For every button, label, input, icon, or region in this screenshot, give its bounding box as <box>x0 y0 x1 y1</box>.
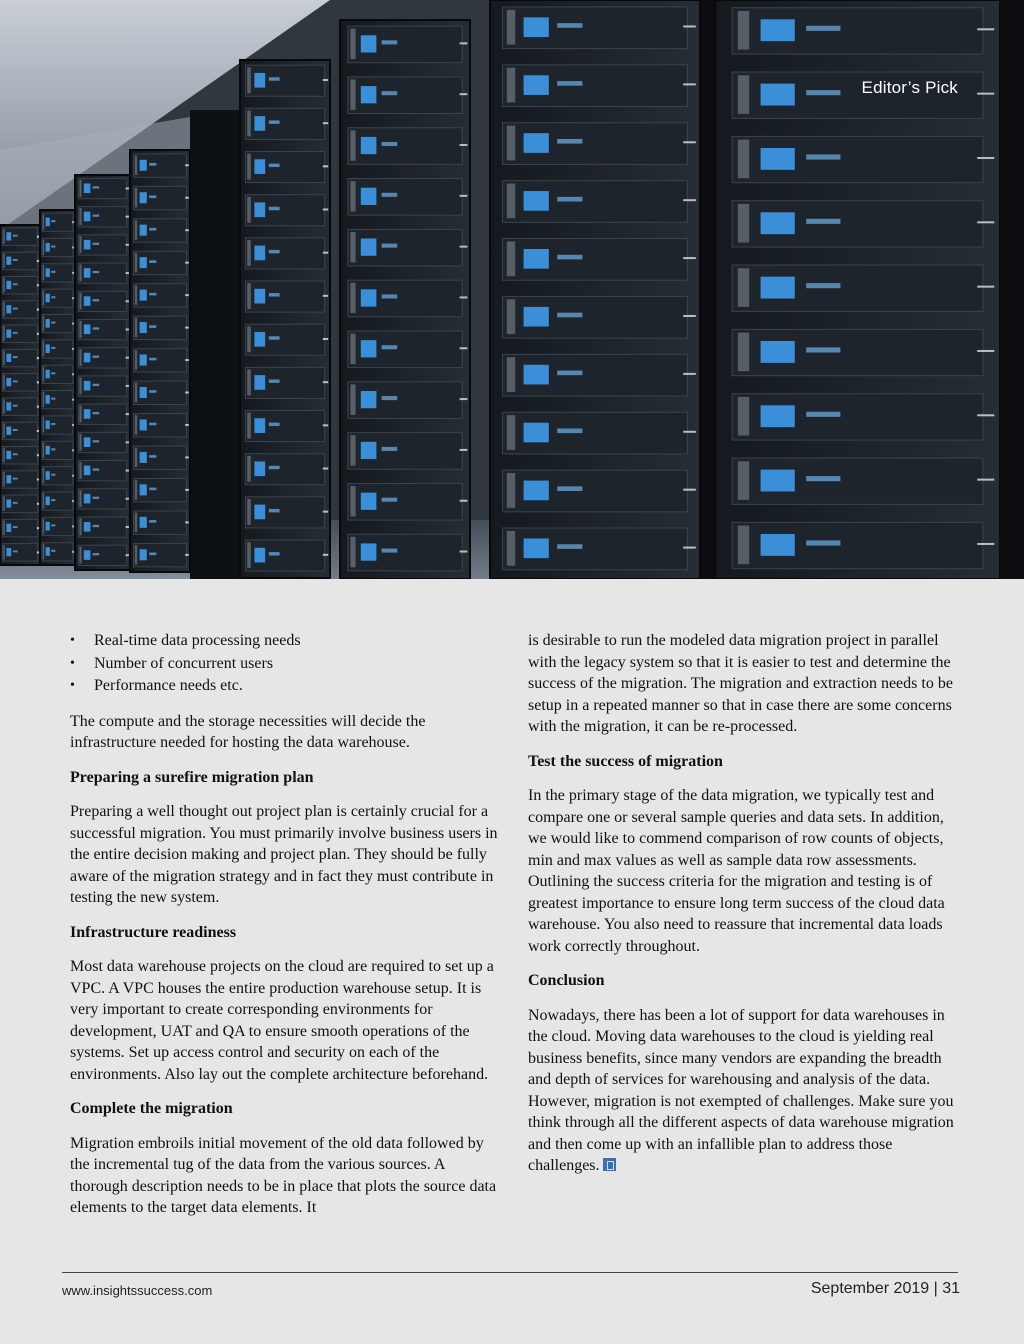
section-body: Nowadays, there has been a lot of support for data warehouses in the cloud. Moving data warehouses to the cloud is yielding real business benefits, since many vendors are expanding the breadth and depth of services for warehousing and analysis of the data. However, migration is not exempted of challenges. Make sure you think through all the different aspects of data warehouse migration and then come up with an infallible plan to address those challenges. <box>528 1006 954 1174</box>
hero-image <box>0 0 1024 579</box>
section-body: Migration embroils initial movement of the old data followed by the incremental tug of the data from the various sources. A thorough description needs to be in place that plots the source data elements to the target data elements. It <box>70 1134 497 1216</box>
footer-issue-page: September 2019 | 31 <box>810 1280 960 1297</box>
list-item: • Real-time data processing needs <box>70 630 502 653</box>
end-of-article-icon <box>603 1158 616 1171</box>
continuation-paragraph: is desirable to run the modeled data migration project in parallel with the legacy system so that it is easier to test and determine the success of the migration. The migration and extraction needs to be setup in a repeated manner so that in case there are some concerns with the migration, it can be re-processed. <box>528 632 953 735</box>
section-heading: Complete the migration <box>70 1100 233 1117</box>
section-heading: Preparing a surefire migration plan <box>70 768 314 786</box>
list-item: • Number of concurrent users <box>70 653 502 676</box>
footer-website: www.insightssuccess.com <box>62 1283 213 1298</box>
intro-paragraph: The compute and the storage necessities will decide the infrastructure needed for hosting the data warehouse. <box>70 712 426 751</box>
conclusion-paragraph <box>528 1005 960 1177</box>
section-tag: Editor’s Pick <box>861 78 958 97</box>
list-item: • Performance needs etc. <box>70 675 502 698</box>
footer-divider <box>62 1272 958 1273</box>
section-body: In the primary stage of the data migration, we typically test and compare one or several sample queries and data sets. In addition, we would like to commend comparison of row counts of objects, min and max values as well as sample data row assessments. Outlining the success criteria for the migration and testing is of greatest importance to ensure long term success of the cloud data warehouse. You also need to reassure that incremental data loads work correctly throughout. <box>528 787 945 955</box>
section-heading: Test the success of migration <box>528 752 723 770</box>
right-column <box>528 630 960 1190</box>
section-body: Most data warehouse projects on the cloud are required to set up a VPC. A VPC houses the entire production warehouse setup. It is very important to create corresponding environments for development, UAT and QA to ensure smooth operations of the systems. Set up access control and security on each of the environments. Also lay out the complete architecture beforehand. <box>70 958 494 1083</box>
section-heading: Infrastructure readiness <box>70 923 237 941</box>
requirements-list <box>70 630 502 698</box>
section-body: Preparing a well thought out project plan is certainly crucial for a successful migration. You must primarily involve business users in the entire decision making and project plan. They should be fully aware of the migration strategy and in fact they must contribute in testing the new system. <box>70 803 498 906</box>
left-column <box>70 630 502 1232</box>
section-heading: Conclusion <box>528 972 605 989</box>
